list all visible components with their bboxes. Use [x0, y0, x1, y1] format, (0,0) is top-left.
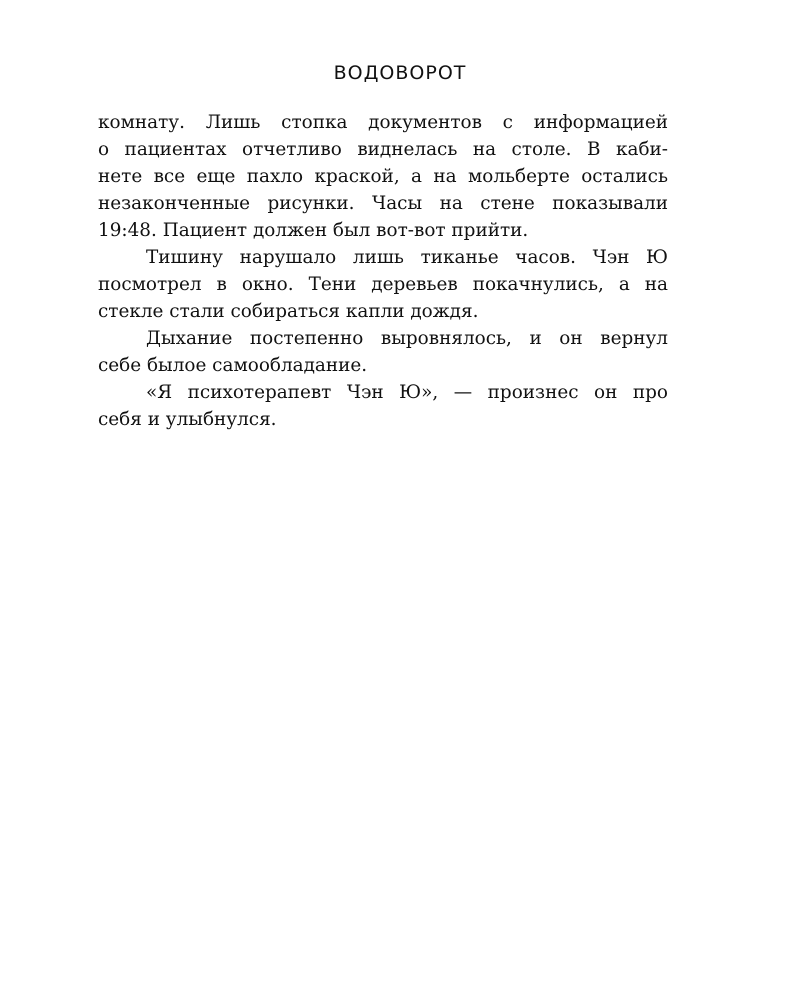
text-line: себя и улыбнулся. — [98, 409, 277, 430]
paragraph-2 — [98, 244, 668, 325]
running-head: ВОДОВОРОТ — [333, 62, 467, 84]
text-line: нете все еще пахло краской, а на мольберте остались — [98, 166, 668, 187]
text-line: о пациентах отчетливо виднелась на столе. В каби- — [98, 139, 668, 160]
text-line: незаконченные рисунки. Часы на стене показывали — [98, 193, 668, 214]
text-line: стекле стали собираться капли дождя. — [98, 301, 479, 322]
text-line: «Я психотерапевт Чэн Ю», — произнес он про — [146, 382, 668, 403]
paragraph-4 — [98, 379, 668, 433]
paragraph-1 — [98, 109, 668, 244]
text-line: Тишину нарушало лишь тиканье часов. Чэн Ю — [146, 247, 668, 268]
text-line: комнату. Лишь стопка документов с информацией — [98, 112, 668, 133]
text-line: себе былое самообладание. — [98, 355, 368, 376]
text-line: Дыхание постепенно выровнялось, и он вернул — [146, 328, 668, 349]
text-line: 19:48. Пациент должен был вот-вот прийти. — [98, 220, 529, 241]
paragraph-3 — [98, 325, 668, 379]
body-text — [98, 109, 668, 433]
text-line: посмотрел в окно. Тени деревьев покачнулись, а на — [98, 274, 668, 295]
